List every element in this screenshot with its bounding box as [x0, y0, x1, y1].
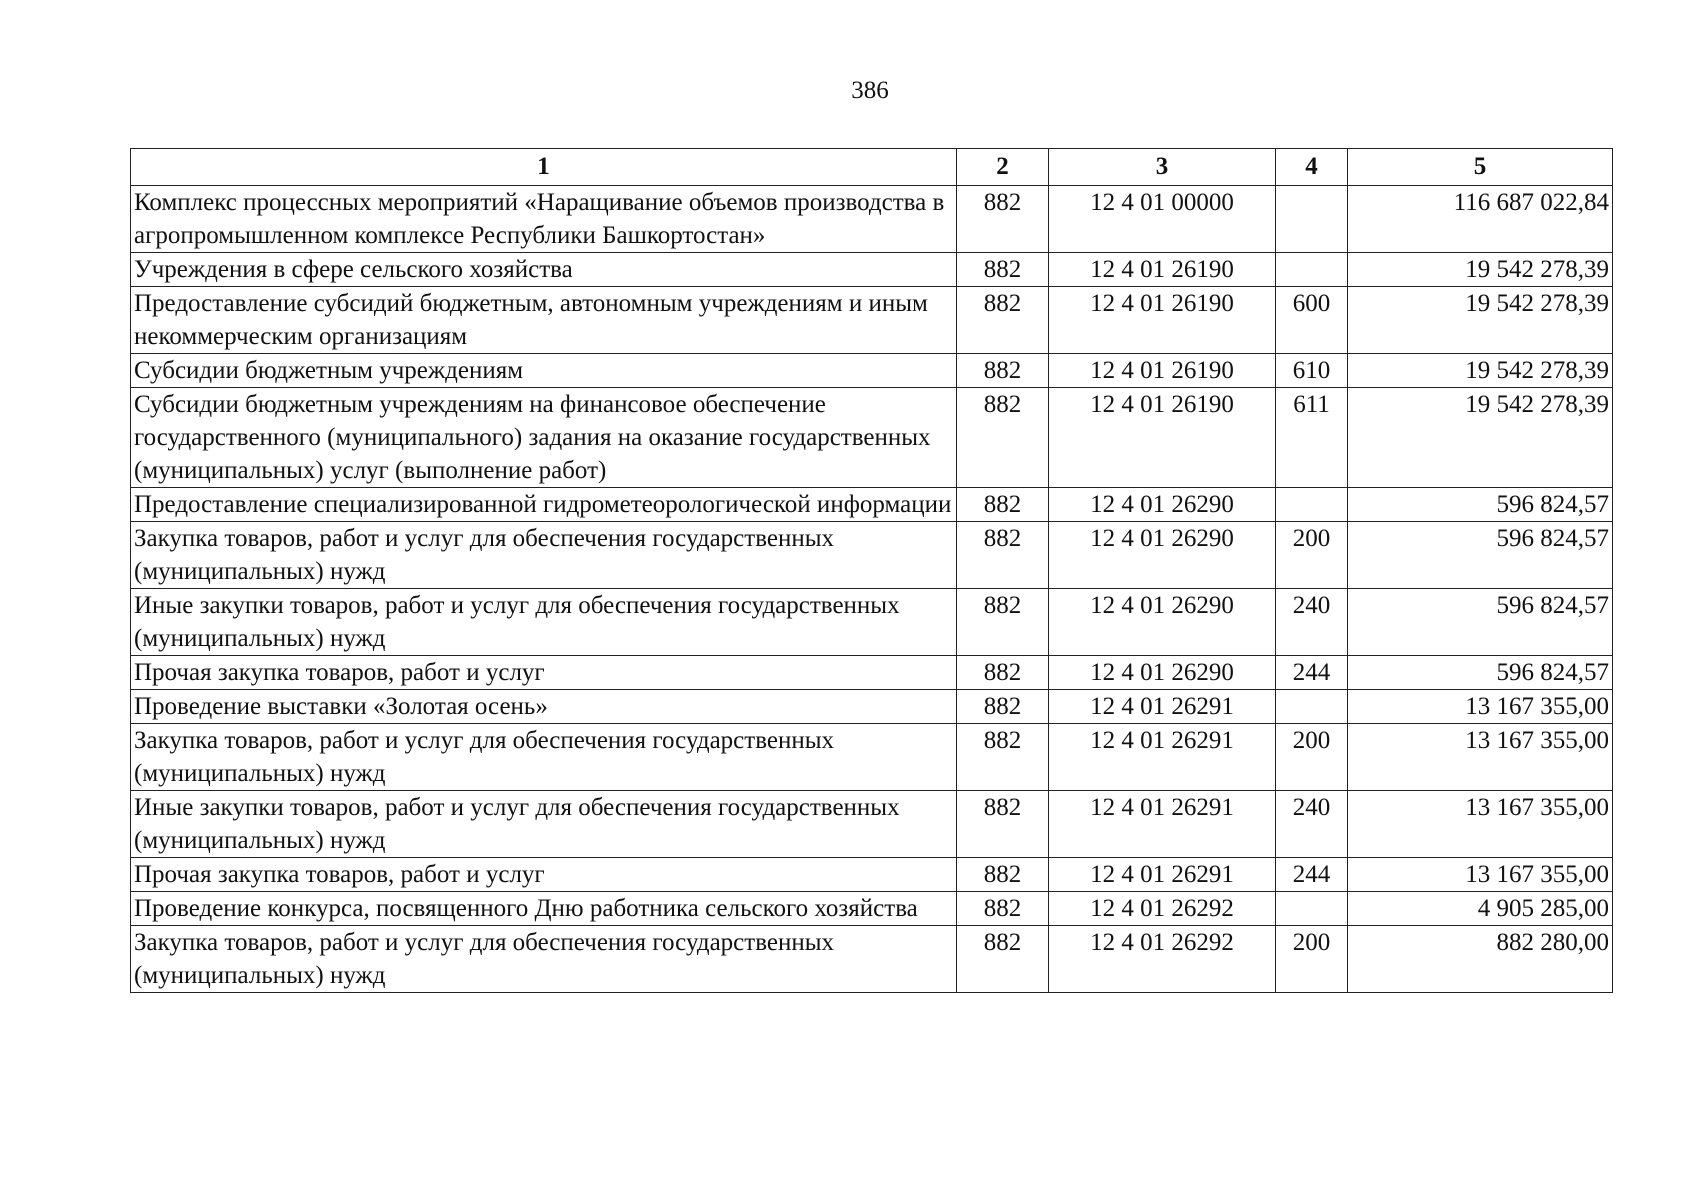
column-header-4: 4	[1276, 149, 1348, 186]
row-code: 882	[957, 724, 1049, 791]
header-row	[131, 149, 1613, 186]
row-sum: 19 542 278,39	[1348, 253, 1613, 287]
row-sum: 596 824,57	[1348, 488, 1613, 522]
row-sum: 596 824,57	[1348, 656, 1613, 690]
row-name: Прочая закупка товаров, работ и услуг	[131, 858, 957, 892]
row-target-article: 12 4 01 26290	[1049, 589, 1276, 656]
table-row	[131, 724, 1613, 791]
row-code: 882	[957, 858, 1049, 892]
row-target-article: 12 4 01 26290	[1049, 656, 1276, 690]
row-name: Субсидии бюджетным учреждениям на финансовое обеспечение государственного (муниципального) задания на оказание государственных (муниципальных) услуг (выполнение работ)	[131, 388, 957, 488]
row-name: Субсидии бюджетным учреждениям	[131, 354, 957, 388]
row-expense-type	[1276, 253, 1348, 287]
row-target-article: 12 4 01 26291	[1049, 724, 1276, 791]
row-name: Предоставление субсидий бюджетным, автономным учреждениям и иным некоммерческим организациям	[131, 287, 957, 354]
row-target-article: 12 4 01 26290	[1049, 488, 1276, 522]
table-row	[131, 186, 1613, 253]
row-target-article: 12 4 01 26292	[1049, 892, 1276, 926]
row-sum: 882 280,00	[1348, 926, 1613, 993]
row-name: Комплекс процессных мероприятий «Наращивание объемов производства в агропромышленном комплексе Республики Башкортостан»	[131, 186, 957, 253]
column-header-1: 1	[131, 149, 957, 186]
row-expense-type: 240	[1276, 589, 1348, 656]
row-expense-type: 200	[1276, 724, 1348, 791]
row-expense-type: 611	[1276, 388, 1348, 488]
row-code: 882	[957, 926, 1049, 993]
row-target-article: 12 4 01 26292	[1049, 926, 1276, 993]
row-expense-type: 244	[1276, 656, 1348, 690]
row-sum: 19 542 278,39	[1348, 287, 1613, 354]
row-sum: 13 167 355,00	[1348, 858, 1613, 892]
row-name: Закупка товаров, работ и услуг для обеспечения государственных (муниципальных) нужд	[131, 926, 957, 993]
row-name: Закупка товаров, работ и услуг для обеспечения государственных (муниципальных) нужд	[131, 522, 957, 589]
row-name: Проведение конкурса, посвященного Дню работника сельского хозяйства	[131, 892, 957, 926]
row-code: 882	[957, 253, 1049, 287]
row-expense-type	[1276, 892, 1348, 926]
page-number: 386	[851, 77, 889, 104]
row-code: 882	[957, 354, 1049, 388]
row-expense-type: 200	[1276, 522, 1348, 589]
row-target-article: 12 4 01 26291	[1049, 858, 1276, 892]
row-name: Предоставление специализированной гидрометеорологической информации	[131, 488, 957, 522]
row-sum: 116 687 022,84	[1348, 186, 1613, 253]
row-sum: 596 824,57	[1348, 589, 1613, 656]
row-code: 882	[957, 892, 1049, 926]
row-sum: 13 167 355,00	[1348, 724, 1613, 791]
row-code: 882	[957, 589, 1049, 656]
table-row	[131, 488, 1613, 522]
row-code: 882	[957, 791, 1049, 858]
row-name: Проведение выставки «Золотая осень»	[131, 690, 957, 724]
row-code: 882	[957, 690, 1049, 724]
row-target-article: 12 4 01 00000	[1049, 186, 1276, 253]
row-name: Закупка товаров, работ и услуг для обеспечения государственных (муниципальных) нужд	[131, 724, 957, 791]
row-expense-type: 244	[1276, 858, 1348, 892]
table-row	[131, 354, 1613, 388]
column-header-5: 5	[1348, 149, 1613, 186]
row-code: 882	[957, 388, 1049, 488]
table-row	[131, 589, 1613, 656]
table-row	[131, 253, 1613, 287]
row-target-article: 12 4 01 26190	[1049, 253, 1276, 287]
row-name: Иные закупки товаров, работ и услуг для обеспечения государственных (муниципальных) нужд	[131, 791, 957, 858]
row-code: 882	[957, 656, 1049, 690]
row-expense-type: 600	[1276, 287, 1348, 354]
table-row	[131, 926, 1613, 993]
row-sum: 13 167 355,00	[1348, 791, 1613, 858]
row-code: 882	[957, 287, 1049, 354]
row-code: 882	[957, 522, 1049, 589]
table-row	[131, 388, 1613, 488]
table-header	[131, 149, 1613, 186]
row-target-article: 12 4 01 26291	[1049, 690, 1276, 724]
row-sum: 13 167 355,00	[1348, 690, 1613, 724]
column-header-3: 3	[1049, 149, 1276, 186]
column-header-2: 2	[957, 149, 1049, 186]
row-expense-type	[1276, 690, 1348, 724]
row-expense-type: 610	[1276, 354, 1348, 388]
row-sum: 19 542 278,39	[1348, 354, 1613, 388]
row-target-article: 12 4 01 26190	[1049, 388, 1276, 488]
row-sum: 19 542 278,39	[1348, 388, 1613, 488]
table-row	[131, 690, 1613, 724]
table-row	[131, 858, 1613, 892]
table-row	[131, 791, 1613, 858]
row-target-article: 12 4 01 26190	[1049, 287, 1276, 354]
row-code: 882	[957, 488, 1049, 522]
row-expense-type	[1276, 186, 1348, 253]
table-row	[131, 656, 1613, 690]
row-name: Иные закупки товаров, работ и услуг для обеспечения государственных (муниципальных) нужд	[131, 589, 957, 656]
row-target-article: 12 4 01 26190	[1049, 354, 1276, 388]
budget-table	[130, 148, 1613, 993]
row-name: Прочая закупка товаров, работ и услуг	[131, 656, 957, 690]
table-row	[131, 892, 1613, 926]
row-sum: 596 824,57	[1348, 522, 1613, 589]
row-sum: 4 905 285,00	[1348, 892, 1613, 926]
row-expense-type	[1276, 488, 1348, 522]
table-row	[131, 287, 1613, 354]
row-expense-type: 200	[1276, 926, 1348, 993]
table-body	[131, 186, 1613, 993]
table-row	[131, 522, 1613, 589]
row-name: Учреждения в сфере сельского хозяйства	[131, 253, 957, 287]
row-target-article: 12 4 01 26291	[1049, 791, 1276, 858]
row-expense-type: 240	[1276, 791, 1348, 858]
row-target-article: 12 4 01 26290	[1049, 522, 1276, 589]
row-code: 882	[957, 186, 1049, 253]
